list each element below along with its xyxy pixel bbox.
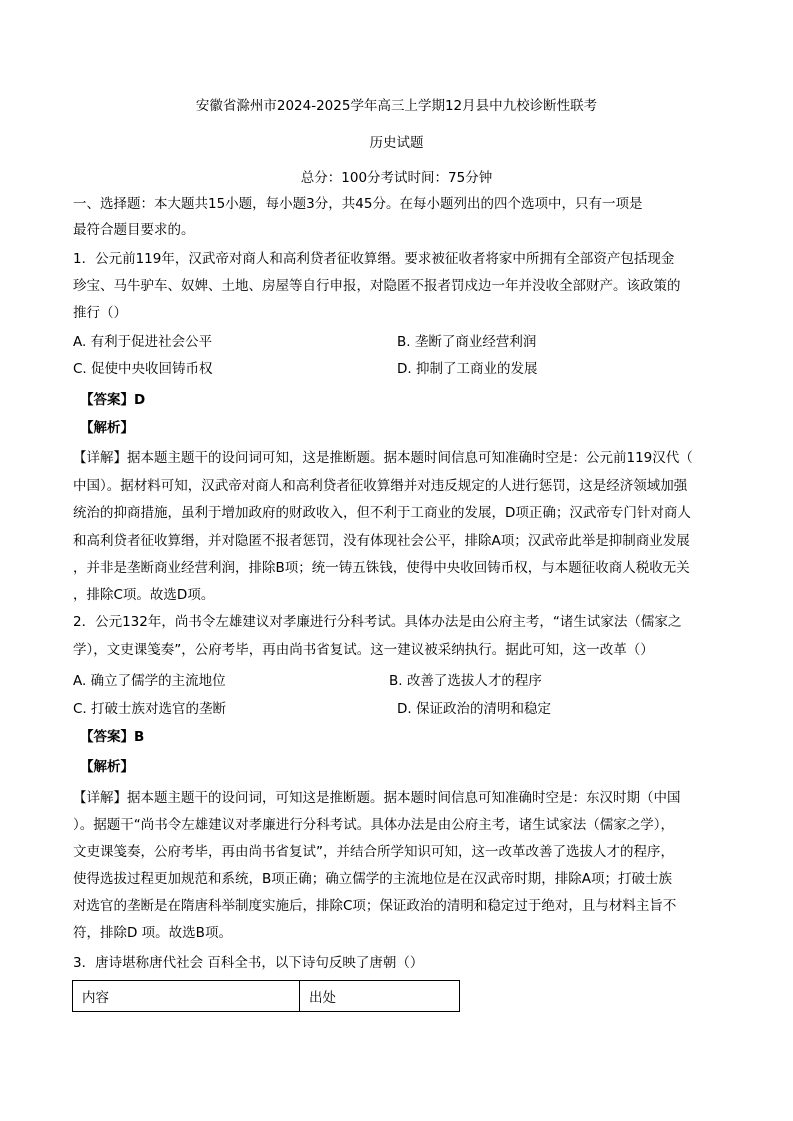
q3-table: [72, 980, 460, 1012]
q2-option-d: D. 保证政治的清明和稳定: [397, 701, 551, 717]
q1-stem-line3: 推行（）: [73, 305, 127, 321]
q1-detail-line1: 【详解】据本题主题干的设问词可知，这是推断题。据本题时间信息可知准确时空是：公元前119汉代（: [73, 450, 693, 466]
section-instructions-line2: 最符合题目要求的。: [73, 222, 195, 238]
q1-stem-line2: 珍宝、马牛驴车、奴婢、土地、房屋等自行申报，对隐匿不报者罚戍边一年并没收全部财产。该政策的: [73, 278, 681, 294]
q1-option-b: B. 垄断了商业经营利润: [397, 334, 537, 350]
q2-detail-line5: 对选官的垄断是在隋唐科举制度实施后，排除C项；保证政治的清明和稳定过于绝对，且与材料主旨不: [73, 898, 677, 914]
q1-answer: 【答案】D: [80, 392, 146, 408]
q3-table-header-source: 出处: [300, 981, 460, 1012]
exam-meta: 总分：100分考试时间：75分钟: [300, 170, 493, 186]
q3-table-header-content: 内容: [73, 981, 300, 1012]
q2-option-c: C. 打破士族对选官的垄断: [73, 701, 227, 717]
q1-analysis-label: 【解析】: [80, 420, 134, 436]
table-row: [73, 981, 460, 1012]
q2-stem-line2: 学），文吏课笺奏”，公府考毕，再由尚书省复试。这一建议被采纳执行。据此可知，这一改革（）: [73, 642, 654, 658]
q2-option-a: A. 确立了儒学的主流地位: [73, 673, 226, 689]
q3-stem: 3．唐诗堪称唐代社会 百科全书，以下诗句反映了唐朝（）: [73, 955, 424, 971]
q2-answer: 【答案】B: [80, 729, 145, 745]
q1-detail-line3: 统治的抑商措施，虽利于增加政府的财政收入，但不利于工商业的发展，D项正确；汉武帝专门针对商人: [73, 505, 691, 521]
q1-detail-line6: ，排除C项。故选D项。: [73, 587, 215, 603]
q1-stem-line1: 1．公元前119年，汉武帝对商人和高利贷者征收算缗。要求被征收者将家中所拥有全部资产包括现金: [73, 251, 675, 267]
q1-option-d: D. 抑制了工商业的发展: [397, 361, 538, 377]
q1-option-c: C. 促使中央收回铸币权: [73, 361, 213, 377]
q2-analysis-label: 【解析】: [80, 759, 134, 775]
q2-option-b: B. 改善了选拔人才的程序: [389, 673, 542, 689]
document-title: 安徽省滁州市2024-2025学年高三上学期12月县中九校诊断性联考: [195, 98, 598, 114]
q2-detail-line2: ）。据题干“尚书令左雄建议对孝廉进行分科考试。具体办法是由公府主考，诸生试家法（儒家之学），: [73, 817, 674, 833]
q1-option-a: A. 有利于促进社会公平: [73, 334, 213, 350]
subject-title: 历史试题: [369, 135, 424, 151]
q1-detail-line2: 中国）。据材料可知，汉武帝对商人和高利贷者征收算缗并对违反规定的人进行惩罚，这是经济领域加强: [73, 478, 688, 494]
q2-detail-line3: 文吏课笺奏，公府考毕，再由尚书省复试”，并结合所学知识可知，这一改革改善了选拔人才的程序，: [73, 844, 674, 860]
q1-detail-line4: 和高利贷者征收算缗，并对隐匿不报者惩罚，没有体现社会公平，排除A项；汉武帝此举是抑制商业发展: [73, 533, 690, 549]
section-instructions-line1: 一、选择题：本大题共15小题，每小题3分，共45分。在每小题列出的四个选项中，只有一项是: [73, 196, 643, 212]
q2-detail-line1: 【详解】据本题主题干的设问词，可知这是推断题。据本题时间信息可知准确时空是：东汉时期（中国: [73, 790, 681, 806]
q1-detail-line5: ，并非是垄断商业经营利润，排除B项；统一铸五铢钱，使得中央收回铸币权，与本题征收商人税收无关: [73, 560, 690, 576]
q2-detail-line4: 使得选拔过程更加规范和系统，B项正确；确立儒学的主流地位是在汉武帝时期，排除A项；打破士族: [73, 871, 672, 887]
q2-detail-line6: 符，排除D 项。故选B项。: [73, 925, 232, 941]
q2-stem-line1: 2．公元132年，尚书令左雄建议对孝廉进行分科考试。具体办法是由公府主考，“诸生试家法（儒家之: [73, 614, 682, 630]
